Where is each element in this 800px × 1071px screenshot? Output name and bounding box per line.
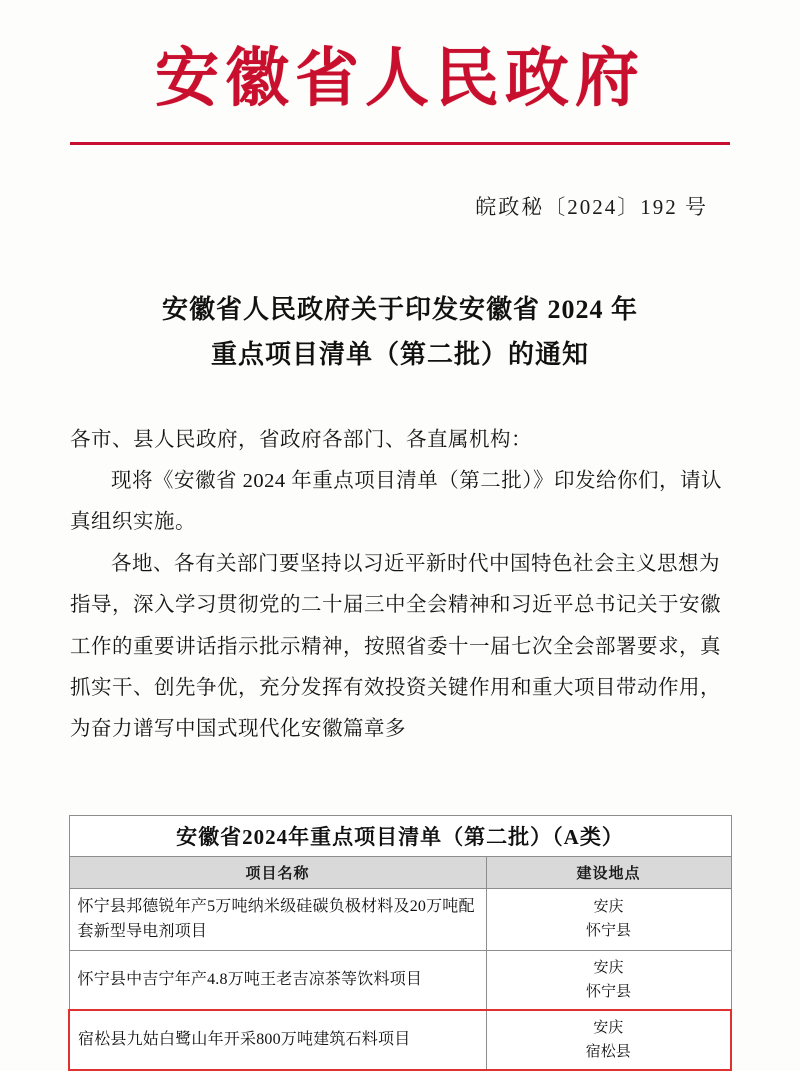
masthead-divider [70, 142, 730, 145]
table-header-row [69, 856, 731, 888]
table-row [69, 888, 731, 950]
salutation: 各市、县人民政府，省政府各部门、各直属机构： [70, 428, 532, 451]
cell-location-county: 宿松县 [585, 1044, 631, 1060]
page-title [70, 287, 730, 378]
table-caption-row [69, 815, 731, 856]
page-title-line-2: 重点项目清单（第二批）的通知 [210, 340, 589, 370]
project-list-table [68, 815, 732, 1071]
document-body [70, 420, 730, 751]
cell-project-name: 宿松县九姑白鹭山年开采800万吨建筑石料项目 [69, 1010, 486, 1070]
masthead [70, 0, 730, 145]
column-header-location: 建设地点 [486, 856, 731, 888]
document-number-row [70, 191, 730, 221]
document-number: 皖政秘〔2024〕192 号 [475, 194, 708, 219]
cell-location [486, 1010, 731, 1070]
cell-location [486, 888, 731, 950]
cell-location-county: 怀宁县 [586, 984, 632, 1000]
cell-location [486, 951, 731, 1011]
cell-location-city: 安庆 [593, 960, 624, 976]
table-row-highlighted [69, 1010, 731, 1070]
body-paragraph-2: 各地、各有关部门要坚持以习近平新时代中国特色社会主义思想为指导，深入学习贯彻党的二十届三中全会精神和习近平总书记关于安徽工作的重要讲话指示批示精神，按照省委十一届七次全会部署要求，真抓实干、创先争优，充分发挥有效投资关键作用和重大项目带动作用，为奋力谱写中国式现代化安徽篇章多 [70, 552, 721, 741]
page-title-line-1: 安徽省人民政府关于印发安徽省 2024 年 [161, 294, 638, 324]
cell-location-city: 安庆 [593, 899, 624, 916]
cell-project-name: 怀宁县中吉宁年产4.8万吨王老吉凉茶等饮料项目 [69, 951, 486, 1011]
project-list-table-wrapper [68, 815, 732, 1071]
column-header-project-name: 项目名称 [69, 856, 486, 888]
table-row [69, 951, 731, 1011]
table-caption: 安徽省2024年重点项目清单（第二批）（A类） [69, 815, 731, 856]
masthead-title: 安徽省人民政府 [155, 43, 645, 114]
cell-location-county: 怀宁县 [586, 923, 632, 940]
cell-project-name: 怀宁县邦德锐年产5万吨纳米级硅碳负极材料及20万吨配套新型导电剂项目 [69, 888, 486, 950]
body-paragraph-1: 现将《安徽省 2024 年重点项目清单（第二批）》印发给你们，请认真组织实施。 [70, 470, 722, 534]
cell-location-city: 安庆 [593, 1020, 624, 1036]
